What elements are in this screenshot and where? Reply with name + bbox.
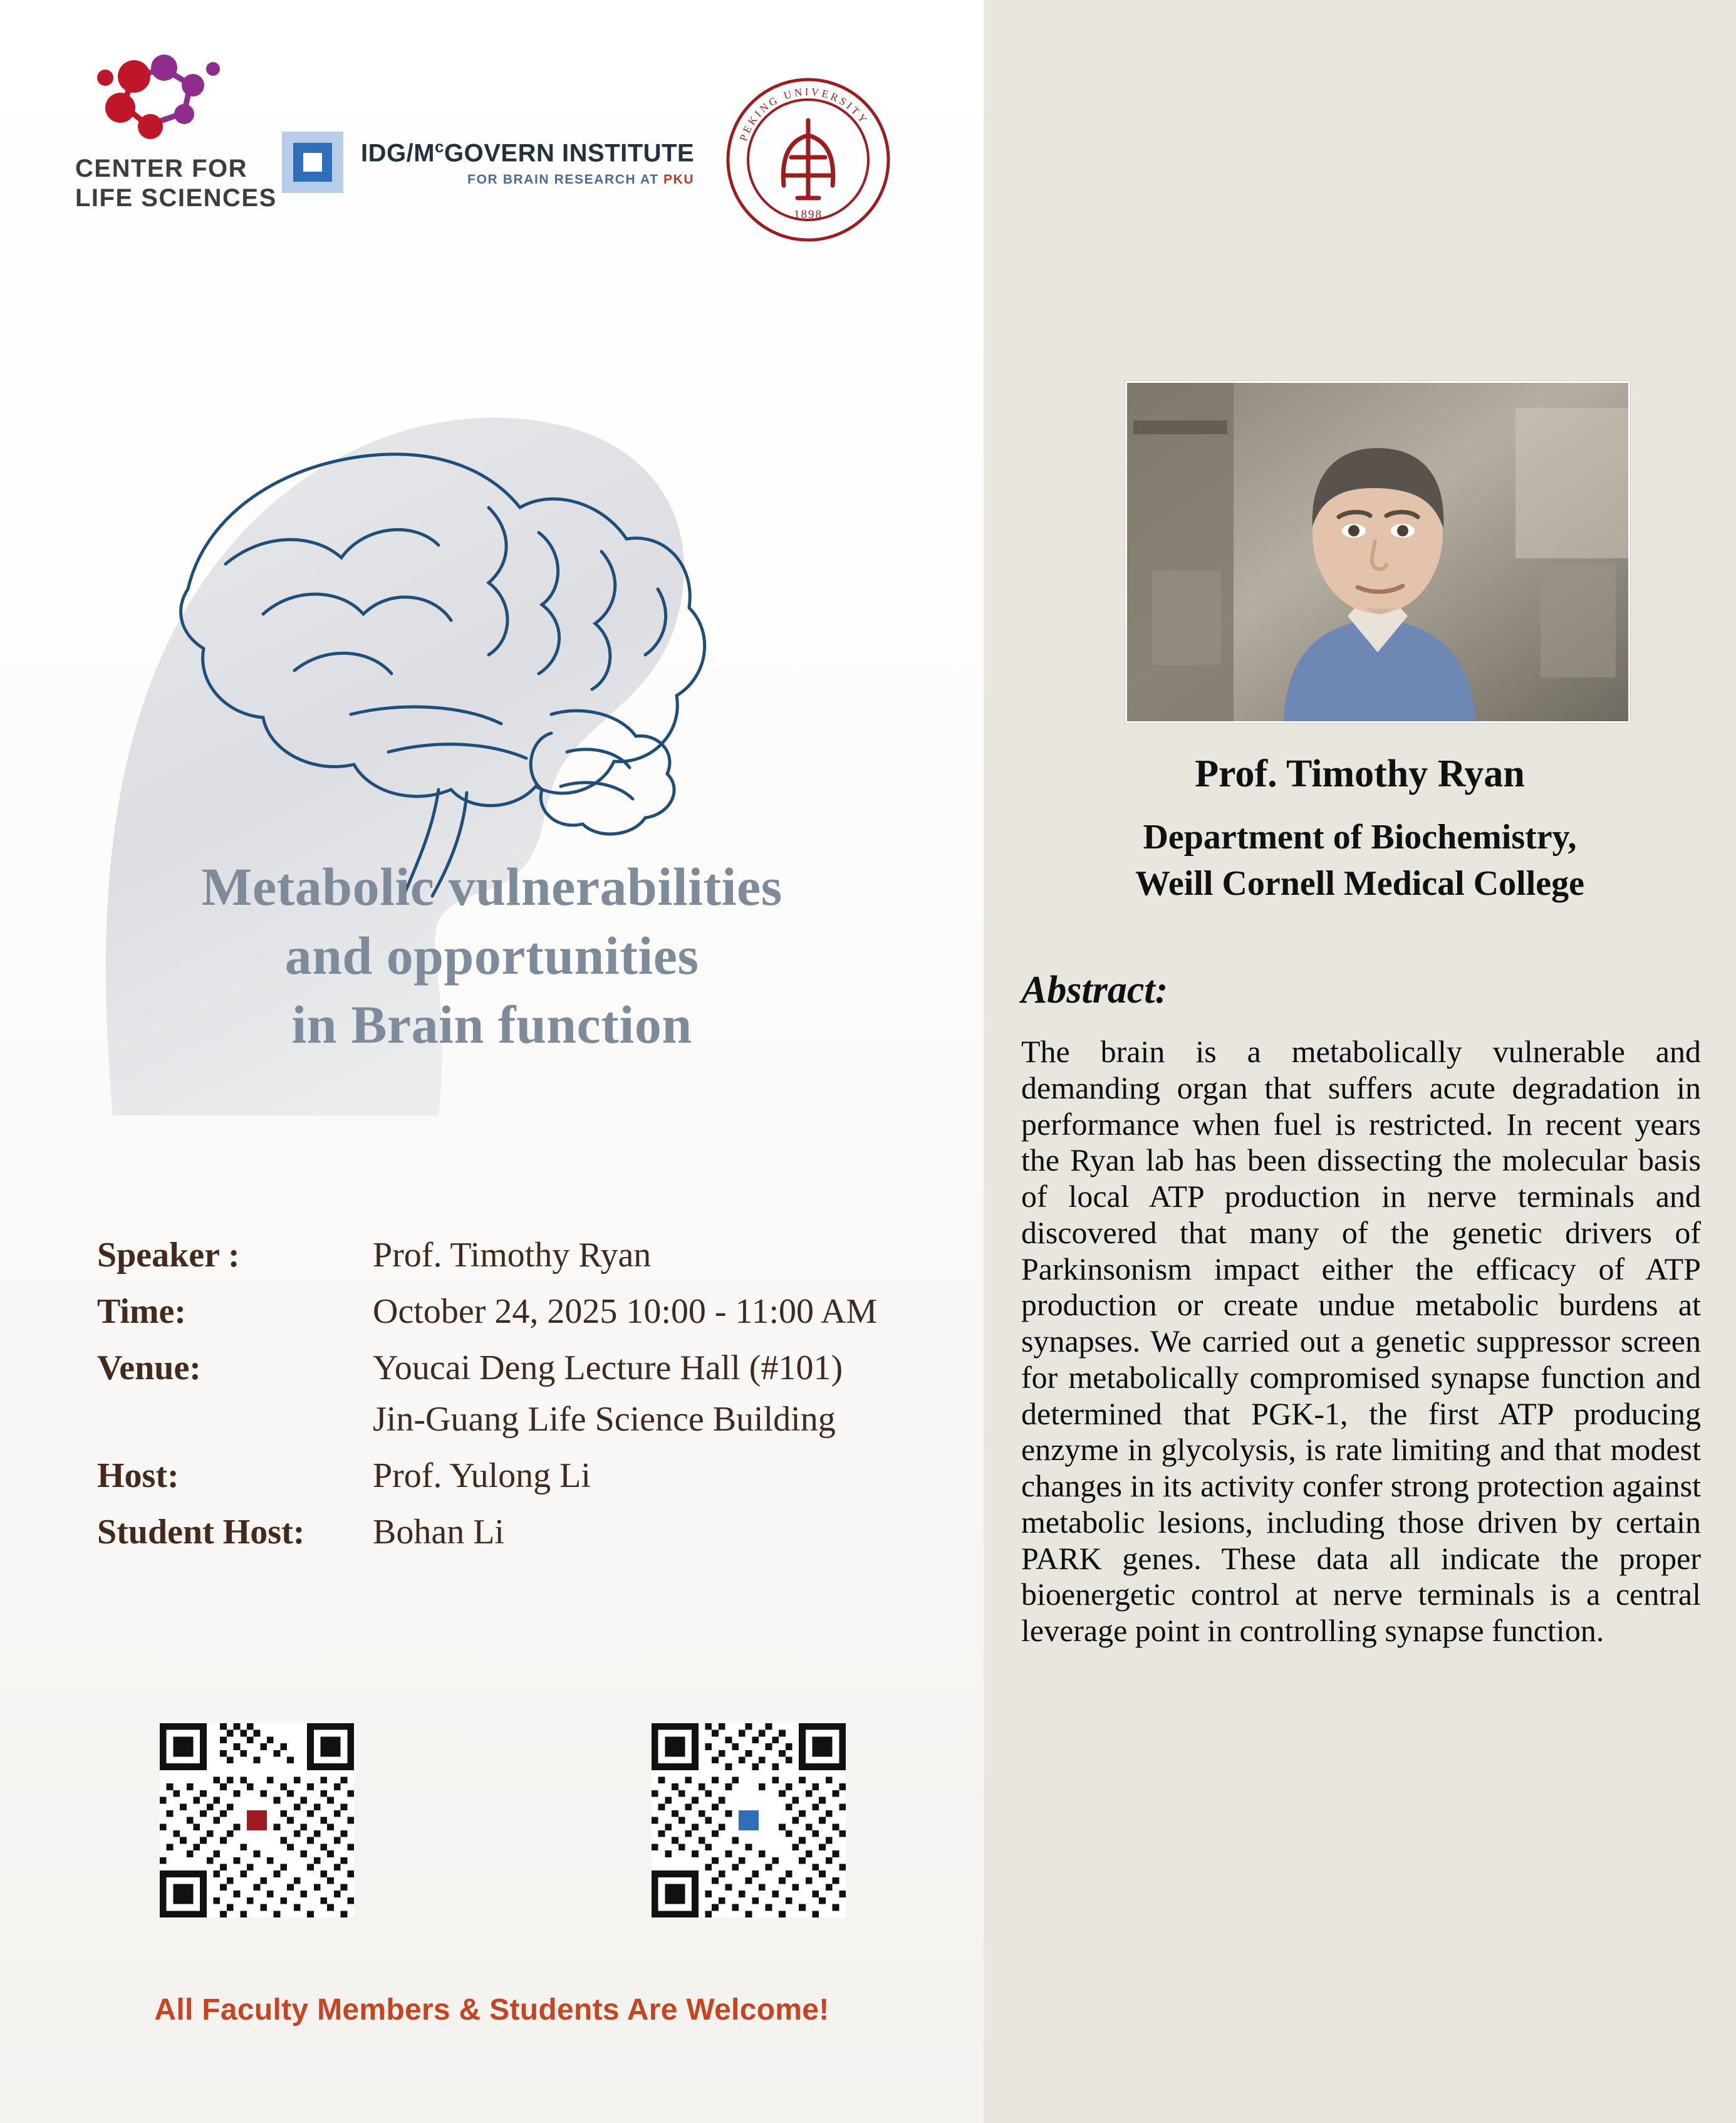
detail-row-student-host	[97, 1515, 974, 1550]
detail-label-student-host: Student Host:	[97, 1513, 305, 1552]
detail-value-time: October 24, 2025 10:00 - 11:00 AM	[373, 1292, 878, 1331]
talk-title-line3: in Brain function	[291, 994, 692, 1055]
abstract-heading: Abstract:	[1021, 969, 1168, 1011]
cls-molecule-icon	[90, 50, 234, 150]
detail-row-speaker	[97, 1238, 974, 1273]
idg-subtitle	[361, 172, 694, 187]
speaker-affiliation	[984, 815, 1736, 907]
talk-title-line1: Metabolic vulnerabilities	[201, 857, 782, 917]
speaker-photo	[1125, 381, 1630, 723]
detail-value-venue-line2: Jin-Guang Life Science Building	[373, 1400, 836, 1439]
speaker-affiliation-line2: Weill Cornell Medical College	[1135, 863, 1584, 903]
svg-text:1898: 1898	[794, 208, 823, 221]
qr-code-left[interactable]	[160, 1723, 354, 1917]
speaker-name: Prof. Timothy Ryan	[1195, 753, 1525, 795]
talk-title-line2: and opportunities	[284, 926, 699, 986]
idg-subtitle-pku: PKU	[663, 172, 695, 187]
idg-mcgovern-institute-logo	[282, 132, 694, 193]
detail-value-speaker: Prof. Timothy Ryan	[373, 1236, 652, 1275]
event-details	[97, 1238, 974, 1571]
detail-label-venue: Venue:	[97, 1348, 201, 1387]
detail-value-host: Prof. Yulong Li	[373, 1456, 591, 1495]
cls-logo-line1: CENTER FOR	[75, 155, 247, 182]
detail-label-host: Host:	[97, 1456, 179, 1495]
idg-square-icon	[282, 132, 343, 193]
qr-code-left-svg	[160, 1723, 354, 1917]
pku-seal-svg	[724, 75, 893, 244]
logo-bar	[0, 38, 984, 226]
idg-title-sup: c	[435, 137, 445, 156]
idg-wordmark	[361, 137, 694, 187]
cls-molecule-svg	[90, 50, 234, 150]
idg-subtitle-pre: FOR BRAIN RESEARCH AT	[467, 172, 664, 187]
svg-text:PEKING UNIVERSITY: PEKING UNIVERSITY	[737, 85, 871, 143]
qr-code-right-svg	[652, 1723, 846, 1917]
detail-value-venue: Youcai Deng Lecture Hall (#101)	[373, 1348, 843, 1387]
idg-title-main: IDG/M	[361, 139, 435, 167]
detail-value-student-host: Bohan Li	[373, 1513, 504, 1552]
detail-row-host	[97, 1458, 974, 1493]
detail-row-time	[97, 1294, 974, 1329]
detail-row-venue	[97, 1350, 974, 1385]
center-for-life-sciences-logo	[75, 50, 282, 213]
qr-code-area	[0, 1717, 984, 1943]
speaker-photo-svg	[1127, 383, 1628, 721]
page-title	[0, 852, 984, 1059]
detail-label-speaker: Speaker :	[97, 1236, 240, 1275]
speaker-affiliation-line1: Department of Biochemistry,	[1143, 818, 1577, 857]
idg-title	[361, 137, 694, 167]
welcome-note: All Faculty Members & Students Are Welcome!	[154, 1993, 829, 2026]
cls-logo-line2: LIFE SCIENCES	[75, 184, 277, 212]
detail-label-time: Time:	[97, 1292, 187, 1331]
cls-logo-text	[75, 154, 282, 213]
detail-row-venue-line2	[97, 1402, 974, 1437]
abstract-body: The brain is a metabolically vulnerable and demanding organ that suffers acute degradation in performance when fuel is restricted. In recent years the Ryan lab has been dissecting the molecular basis of local ATP production in nerve terminals and discovered that many of the genetic drivers of Parkinsonism impact either the efficacy of ATP production or create undue metabolic burdens at synapses. We carried out a genetic suppressor screen for metabolically compromised synapse function and determined that PGK-1, the first ATP producing enzyme in glycolysis, is rate limiting and that modest changes in its activity confer strong protection against metabolic lesions, including those driven by certain PARK genes. These data all indicate the proper bioenergetic control at nerve terminals is a central leverage point in controlling synapse function.	[1021, 1034, 1701, 1648]
qr-code-right[interactable]	[652, 1723, 846, 1917]
right-panel	[984, 0, 1736, 2123]
peking-university-seal-icon	[724, 75, 893, 244]
idg-title-rest: GOVERN INSTITUTE	[444, 139, 695, 167]
